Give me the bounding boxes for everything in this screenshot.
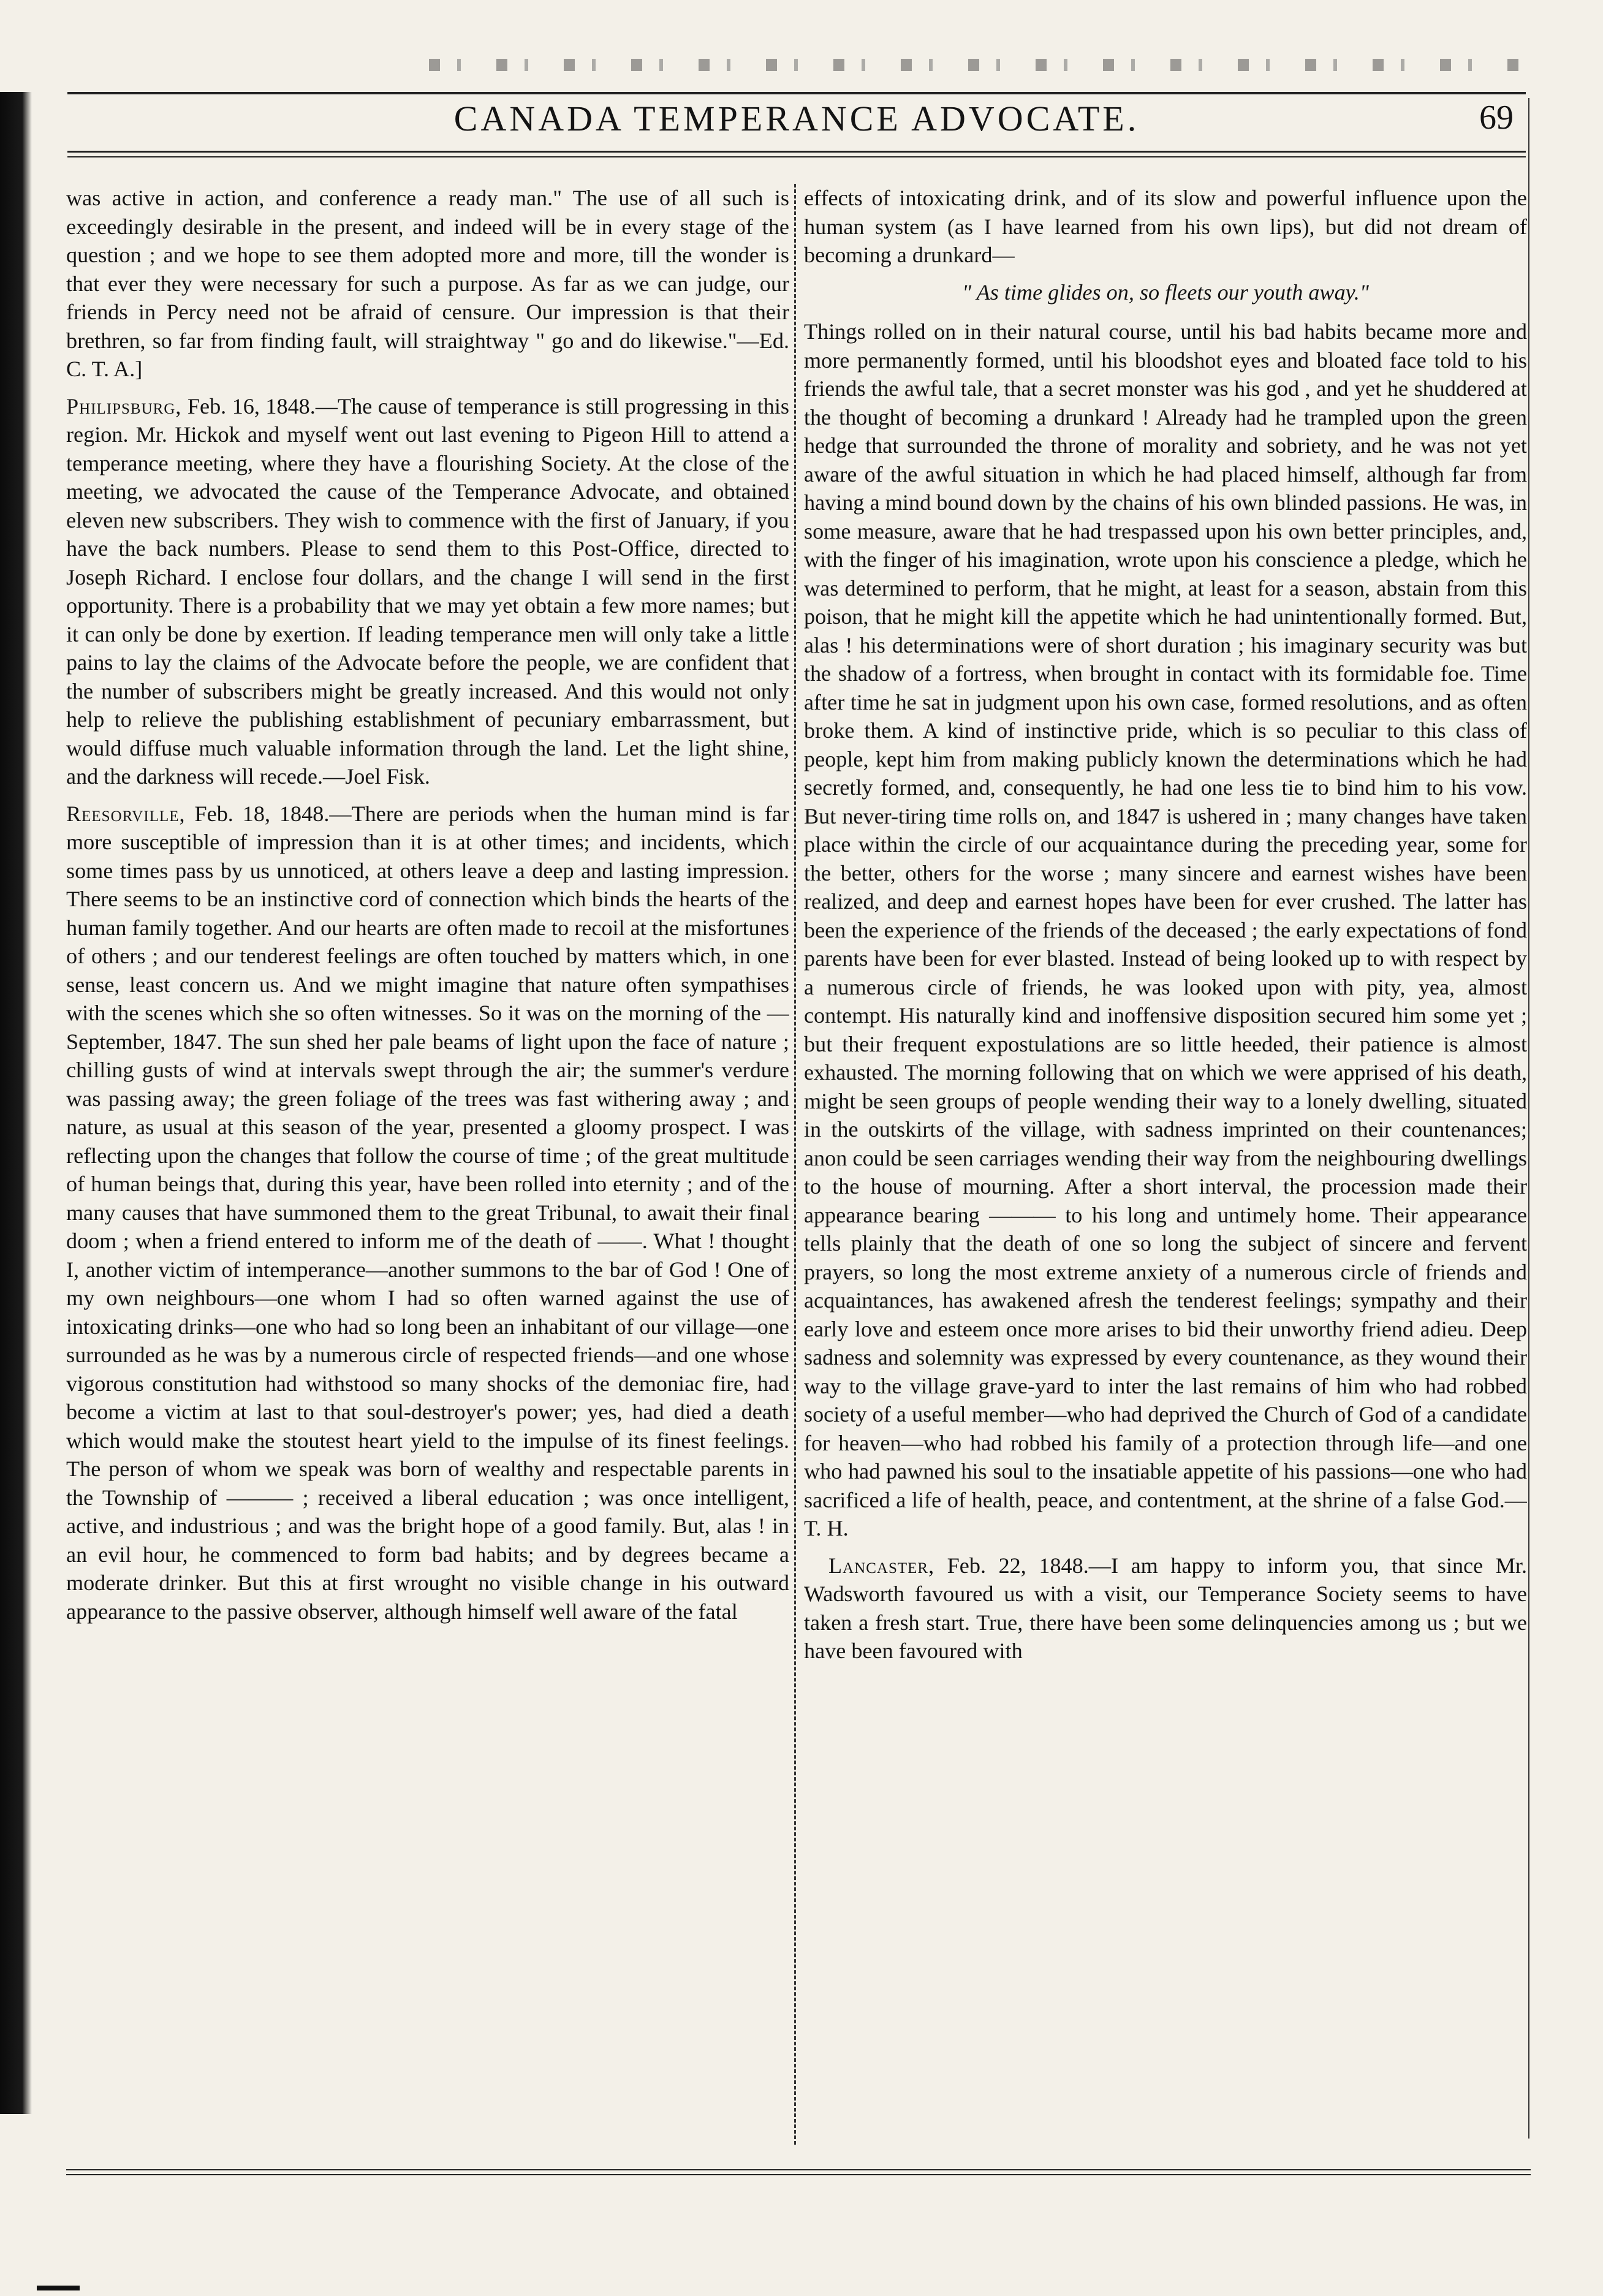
binding-shadow bbox=[0, 92, 32, 2114]
paragraph-text: Things rolled on in their natural course, until his bad habits became more and more permanently formed, until his bloodshot eyes and bloated face told to his friends the awful tale, that a secret monster was his god , and yet he shuddered at the thought of becoming a drunkard ! Already had he trampled upon the green hedge that surrounded the throne of morality and sobriety, and he was not yet aware of the awful situation in which he had placed himself, although far from having a mind bound down by the chains of his own blinded passions. He was, in some measure, aware that he had trespassed upon his own better principles, and, with the finger of his imagination, wrote upon his conscience a pledge, which he was determined to perform, that he might, at least for a season, abstain from this poison, that he might kill the appetite which he had unintentionally formed. But, alas ! his determinations were of short duration ; his imaginary security was but the shadow of a fortress, when brought in contact with its formidable foe. Time after time he sat in judgment upon his own case, formed resolutions, and as often broke them. A kind of instinctive pride, which is so peculiar to this class of people, kept him from making publicly known the determinations which he had secretly formed, and, consequently, he had one less tie to bind him to his vow. But never-tiring time rolls on, and 1847 is ushered in ; many changes have taken place within the circle of our acquaintance during the preceding year, some for the better, others for the worse ; many sincere and earnest wishes have been realized, and deep and earnest hopes have been for ever crushed. The latter has been the experience of the friends of the deceased ; the early expectations of fond parents have been for ever blasted. Instead of being looked up to with respect by a numerous circle of friends, he was looked upon with pity, yea, almost contempt. His naturally kind and inoffensive disposition secured him some yet ; but their frequent expostulations are so little heeded, their patience is almost exhausted. The morning following that on which we were apprised of his death, might be seen groups of people wending their way to a lonely dwelling, situated in the outskirts of the village, with sadness imprinted on their countenances; anon could be seen carriages wending their way from the neighbouring dwellings to the house of mourning. After a short interval, the procession made their appearance bearing ——— to his long and untimely home. Their appearance tells plainly that the death of one so long the subject of sincere and fervent prayers, so long the most extreme anxiety of a numerous circle of friends and acquaintances, has awakened afresh the tenderest feelings; sympathy and their early love and esteem once more arises to bid their unworthy friend adieu. Deep sadness and solemnity was expressed by every countenance, as they wound their way to the village grave-yard to inter the last remains of him who had robbed society of a useful member—who had deprived the Church of God of a candidate for heaven—who had robbed his family of a protection through life—and one who had pawned his soul to the insatiable appetite of his passions—one who had sacrificed a life of health, peace, and contentment, at the shrine of a false God.—T. H. bbox=[804, 319, 1527, 1540]
bottom-rule bbox=[66, 2169, 1531, 2175]
paragraph-text: was active in action, and conference a ready man." The use of all such is exceedingly desirable in the present, and indeed will be in every stage of the question ; and we hope to see them adopted more and more, till the wonder is that ever they were necessary for such a purpose. As far as we can judge, our friends in Percy need not be afraid of censure. Our impression is that their brethren, so far from finding fault, will straightway " go and do likewise."—Ed. C. T. A.] bbox=[66, 186, 789, 381]
header-top-rule bbox=[67, 92, 1526, 94]
article-paragraph bbox=[804, 1552, 1527, 1665]
paragraph-text: Feb. 18, 1848.—There are periods when the human mind is far more susceptible of impression than it is at other times; and incidents, which some times pass by us unnoticed, at others leave a deep and lasting impression. There seems to be an instinctive cord of connection which binds the hearts of the human family together. And our hearts are often made to recoil at the misfortunes of others ; and our tenderest feelings are often touched by matters which, in one sense, least concern us. And we might imagine that nature often sympathises with the scenes which she so often witnesses. So it was on the morning of the — September, 1847. The sun shed her pale beams of light upon the face of nature ; chilling gusts of wind at intervals swept through the air; the summer's verdure was passing away; the green foliage of the trees was fast withering away ; and nature, as usual at this season of the year, presented a gloomy prospect. I was reflecting upon the changes that follow the course of time ; of the great multitude of human beings that, during this year, have been rolled into eternity ; and of the many causes that have summoned them to the great Tribunal, to await their final doom ; when a friend entered to inform me of the death of ——. What ! thought I, another victim of intemperance—another summons to the bar of God ! One of my own neighbours—one whom I had so often warned against the use of intoxicating drinks—one who had so long been an inhabitant of our village—one surrounded as he was by a numerous circle of respected friends—and one whose vigorous constitution had withstood so many shocks of the demoniac fire, had become a victim at last to that soul-destroyer's power; yes, had died a death which would make the stoutest heart yield to the impulse of its finest feelings. The person of whom we speak was born of wealthy and respectable parents in the Township of ——— ; received a liberal education ; was once intelligent, active, and industrious ; and was the bright hope of a good family. But, alas ! in an evil hour, he commenced to form bad habits; and by degrees became a moderate drinker. But this at first wrought no visible change in his outward appearance to the passive observer, although himself well aware of the fatal bbox=[66, 801, 789, 1624]
left-column bbox=[66, 184, 789, 2145]
page-number: 69 bbox=[1479, 99, 1514, 137]
article-paragraph bbox=[804, 184, 1527, 270]
article-paragraph bbox=[66, 392, 789, 791]
dateline: Lancaster, bbox=[828, 1553, 935, 1578]
right-page-border bbox=[1528, 98, 1529, 2139]
article-paragraph bbox=[66, 800, 789, 1626]
page-title: CANADA TEMPERANCE ADVOCATE. bbox=[453, 99, 1140, 138]
column-divider bbox=[794, 184, 796, 2145]
header-rule bbox=[67, 151, 1526, 157]
dateline: Philipsburg, bbox=[66, 393, 182, 419]
paragraph-text: Feb. 22, 1848.—I am happy to inform you, that since Mr. Wadsworth favoured us with a visit, our Temperance Society seems to have taken a fresh start. True, there have been some delinquencies among us ; but we have been favoured with bbox=[804, 1553, 1527, 1663]
verse-quote: " As time glides on, so fleets our youth away." bbox=[962, 279, 1369, 305]
paragraph-text: effects of intoxicating drink, and of its slow and powerful influence upon the human system (as I have learned from his own lips), but did not dream of becoming a drunkard— bbox=[804, 186, 1527, 267]
scan-mark bbox=[37, 2286, 80, 2290]
article-paragraph bbox=[804, 317, 1527, 1543]
article-paragraph bbox=[66, 184, 789, 384]
dateline: Reesorville, bbox=[66, 801, 186, 826]
right-column bbox=[804, 184, 1527, 2145]
scan-artifact bbox=[429, 59, 1532, 71]
paragraph-text: Feb. 16, 1848.—The cause of temperance is still progressing in this region. Mr. Hickok and myself went out last evening to Pigeon Hill to attend a temperance meeting, where they have a flourishing Society. At the close of the meeting, we advocated the cause of the Temperance Advocate, and obtained eleven new subscribers. They wish to commence with the first of January, if you have the back numbers. Please to send them to this Post-Office, directed to Joseph Richard. I enclose four dollars, and the change I will send in the first opportunity. There is a probability that we may yet obtain a few more names; but it can only be done by exertion. If leading temperance men will only take a little pains to lay the claims of the Advocate before the people, we are confident that the number of subscribers might be greatly increased. And this would not only help to relieve the publishing establishment of pecuniary embarrassment, but would diffuse much valuable information through the land. Let the light shine, and the darkness will recede.—Joel Fisk. bbox=[66, 393, 789, 789]
page-header bbox=[67, 92, 1526, 153]
